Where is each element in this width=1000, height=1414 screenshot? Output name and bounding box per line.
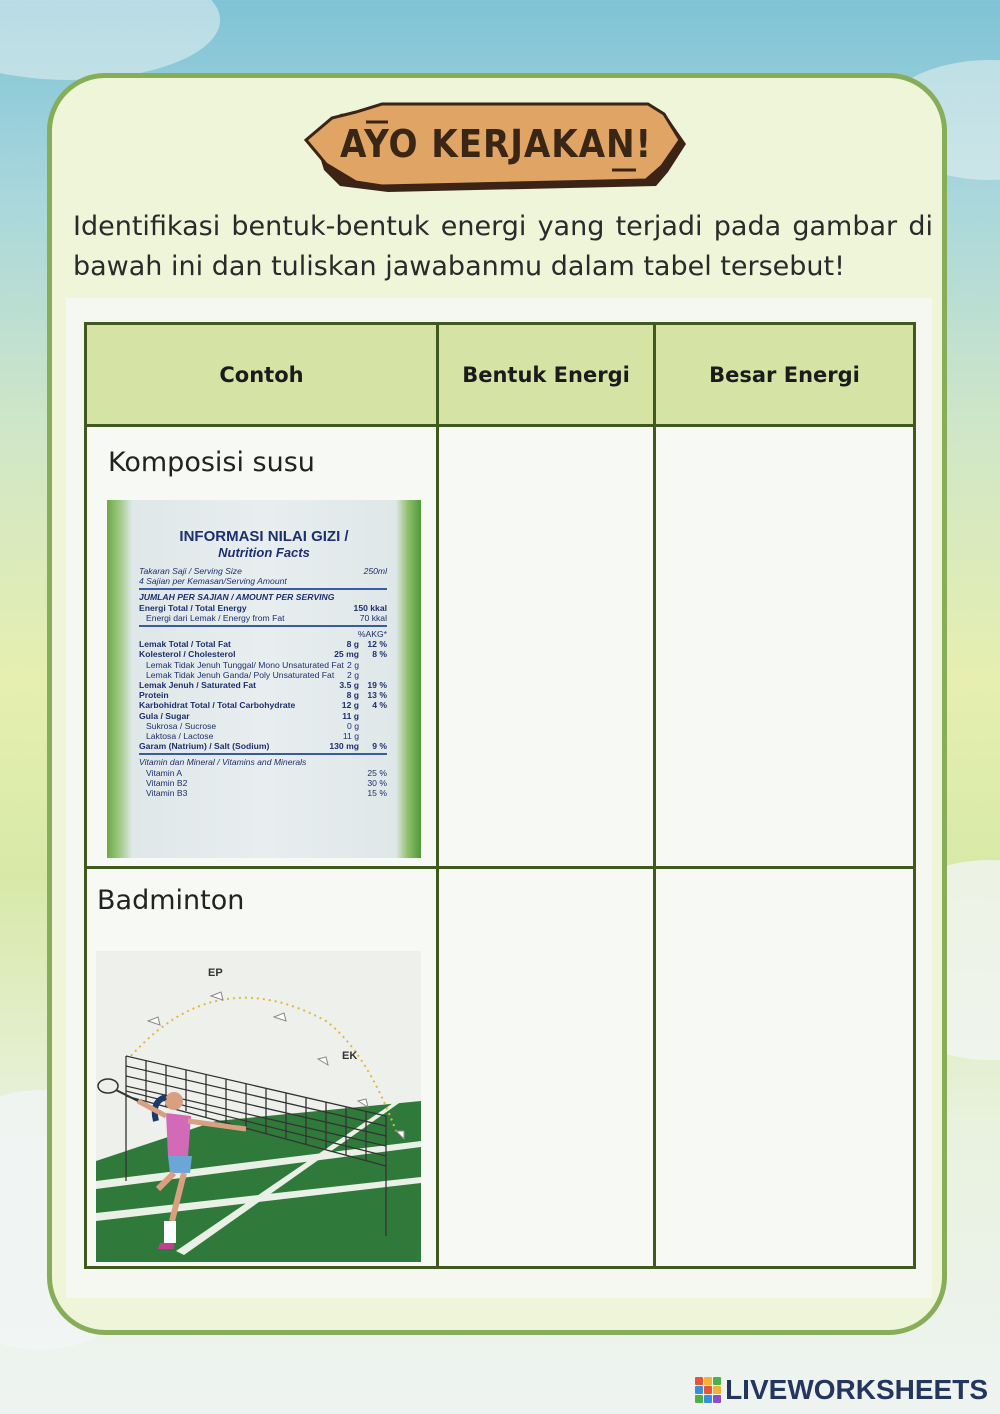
bentuk-energi-cell[interactable]: [438, 426, 655, 868]
table-row: [86, 426, 915, 868]
nutrient-amount: 12 g: [341, 700, 359, 711]
header-besar-energi: Besar Energi: [655, 324, 915, 426]
servings-label: 4 Sajian per Kemasan/Serving Amount: [139, 576, 287, 587]
nutrient-amount: 130 mg: [329, 741, 359, 752]
vitamin-name: Vitamin B3: [146, 788, 188, 799]
vitamin-name: Vitamin A: [146, 767, 183, 778]
vitamin-row: [139, 768, 387, 778]
total-energy-label: Energi Total / Total Energy: [139, 602, 247, 613]
nutrient-akg: 9 %: [372, 741, 387, 752]
nutrient-akg: [365, 721, 387, 731]
nutrient-amount: 2 g: [347, 669, 359, 680]
nutrient-amount: 8 g: [346, 639, 359, 650]
besar-energi-cell[interactable]: [655, 426, 915, 868]
header-contoh: Contoh: [86, 324, 438, 426]
bentuk-energi-cell[interactable]: [438, 868, 655, 1268]
banner-title: AYO KERJAKAN!: [339, 122, 652, 166]
liveworksheets-logo: [695, 1374, 988, 1406]
nutrient-name: Lemak Tidak Jenuh Ganda/ Poly Unsaturated Fat: [146, 669, 335, 680]
energy-table: [84, 322, 916, 1269]
nutrient-name: Garam (Natrium) / Salt (Sodium): [139, 741, 270, 752]
nutrient-akg: 19 %: [367, 680, 387, 691]
energy-fat-label: Energi dari Lemak / Energy from Fat: [146, 612, 285, 623]
nutrient-name: Karbohidrat Total / Total Carbohydrate: [139, 700, 296, 711]
nutrient-row: [139, 670, 387, 680]
nutrient-row: [139, 649, 387, 659]
nutrient-row: [139, 731, 387, 741]
nutrient-row: [139, 711, 387, 721]
energy-fat-value: 70 kkal: [359, 612, 387, 623]
nutrient-row: [139, 680, 387, 690]
akg-header: %AKG*: [357, 629, 387, 640]
nutrient-row: [139, 721, 387, 731]
nutrient-amount: 8 g: [346, 690, 359, 701]
amount-per-serving: JUMLAH PER SAJIAN / AMOUNT PER SERVING: [139, 592, 335, 603]
nutrient-name: Lemak Jenuh / Saturated Fat: [139, 680, 257, 691]
table-row: [86, 868, 915, 1268]
nutrient-amount: 11 g: [342, 731, 359, 742]
serving-size-value: 250ml: [363, 566, 387, 576]
badminton-image: [96, 951, 421, 1262]
nutrient-akg: [365, 731, 387, 741]
brand-name: LIVEWORKSHEETS: [725, 1374, 988, 1405]
nutrient-akg: 13 %: [367, 690, 387, 701]
vitamin-akg: 25 %: [367, 767, 387, 778]
nutrition-facts-image: [107, 500, 421, 858]
vitamin-name: Vitamin B2: [146, 777, 188, 788]
cloud: [0, 0, 220, 80]
nutrient-row: [139, 639, 387, 649]
vitamins-header: Vitamin dan Mineral / Vitamins and Minerals: [139, 757, 307, 768]
vitamin-row: [139, 788, 387, 798]
total-energy-value: 150 kkal: [353, 602, 387, 613]
nutrient-akg: [365, 660, 387, 670]
nutrient-amount: 3.5 g: [339, 680, 359, 691]
vitamin-akg: 15 %: [367, 788, 387, 799]
nutrient-row: [139, 700, 387, 710]
nutrient-name: Sukrosa / Sucrose: [146, 720, 217, 731]
example-cell: [86, 868, 438, 1268]
vitamin-akg: 30 %: [367, 777, 387, 788]
nutrient-row: [139, 660, 387, 670]
header-bentuk-energi: Bentuk Energi: [438, 324, 655, 426]
nutrient-row: [139, 690, 387, 700]
ek-label: EK: [342, 1050, 358, 1062]
nutrient-akg: 12 %: [367, 639, 387, 650]
serving-size-label: Takaran Saji / Serving Size: [139, 566, 242, 576]
nutrient-akg: 8 %: [372, 649, 387, 660]
nutrient-name: Protein: [139, 690, 169, 701]
example-cell: [86, 426, 438, 868]
example-label: Badminton: [97, 885, 245, 916]
example-label: Komposisi susu: [108, 447, 315, 478]
nutrient-name: Lemak Tidak Jenuh Tunggal/ Mono Unsaturated Fat: [146, 659, 344, 670]
vitamin-row: [139, 778, 387, 788]
nutrient-amount: 0 g: [347, 720, 359, 731]
nutrient-amount: 11 g: [342, 710, 359, 721]
nutrient-row: [139, 741, 387, 751]
liveworksheets-icon: [695, 1377, 721, 1403]
nutrition-subtitle: Nutrition Facts: [218, 545, 310, 560]
nutrient-name: Lemak Total / Total Fat: [139, 639, 231, 650]
nutrient-amount: 2 g: [347, 659, 359, 670]
ep-label: EP: [208, 967, 223, 979]
nutrient-name: Kolesterol / Cholesterol: [139, 649, 236, 660]
nutrition-title: INFORMASI NILAI GIZI /: [179, 528, 349, 545]
besar-energi-cell[interactable]: [655, 868, 915, 1268]
instruction-text: Identifikasi bentuk-bentuk energi yang terjadi pada gambar di bawah ini dan tuliskan jawabanmu dalam tabel tersebut!: [73, 211, 933, 282]
nutrient-name: Gula / Sugar: [139, 710, 190, 721]
table-header-row: [86, 324, 915, 426]
nutrient-akg: [365, 711, 387, 721]
nutrient-akg: 4 %: [372, 700, 387, 711]
nutrient-akg: [365, 670, 387, 680]
nutrient-amount: 25 mg: [334, 649, 359, 660]
nutrient-name: Laktosa / Lactose: [146, 731, 214, 742]
